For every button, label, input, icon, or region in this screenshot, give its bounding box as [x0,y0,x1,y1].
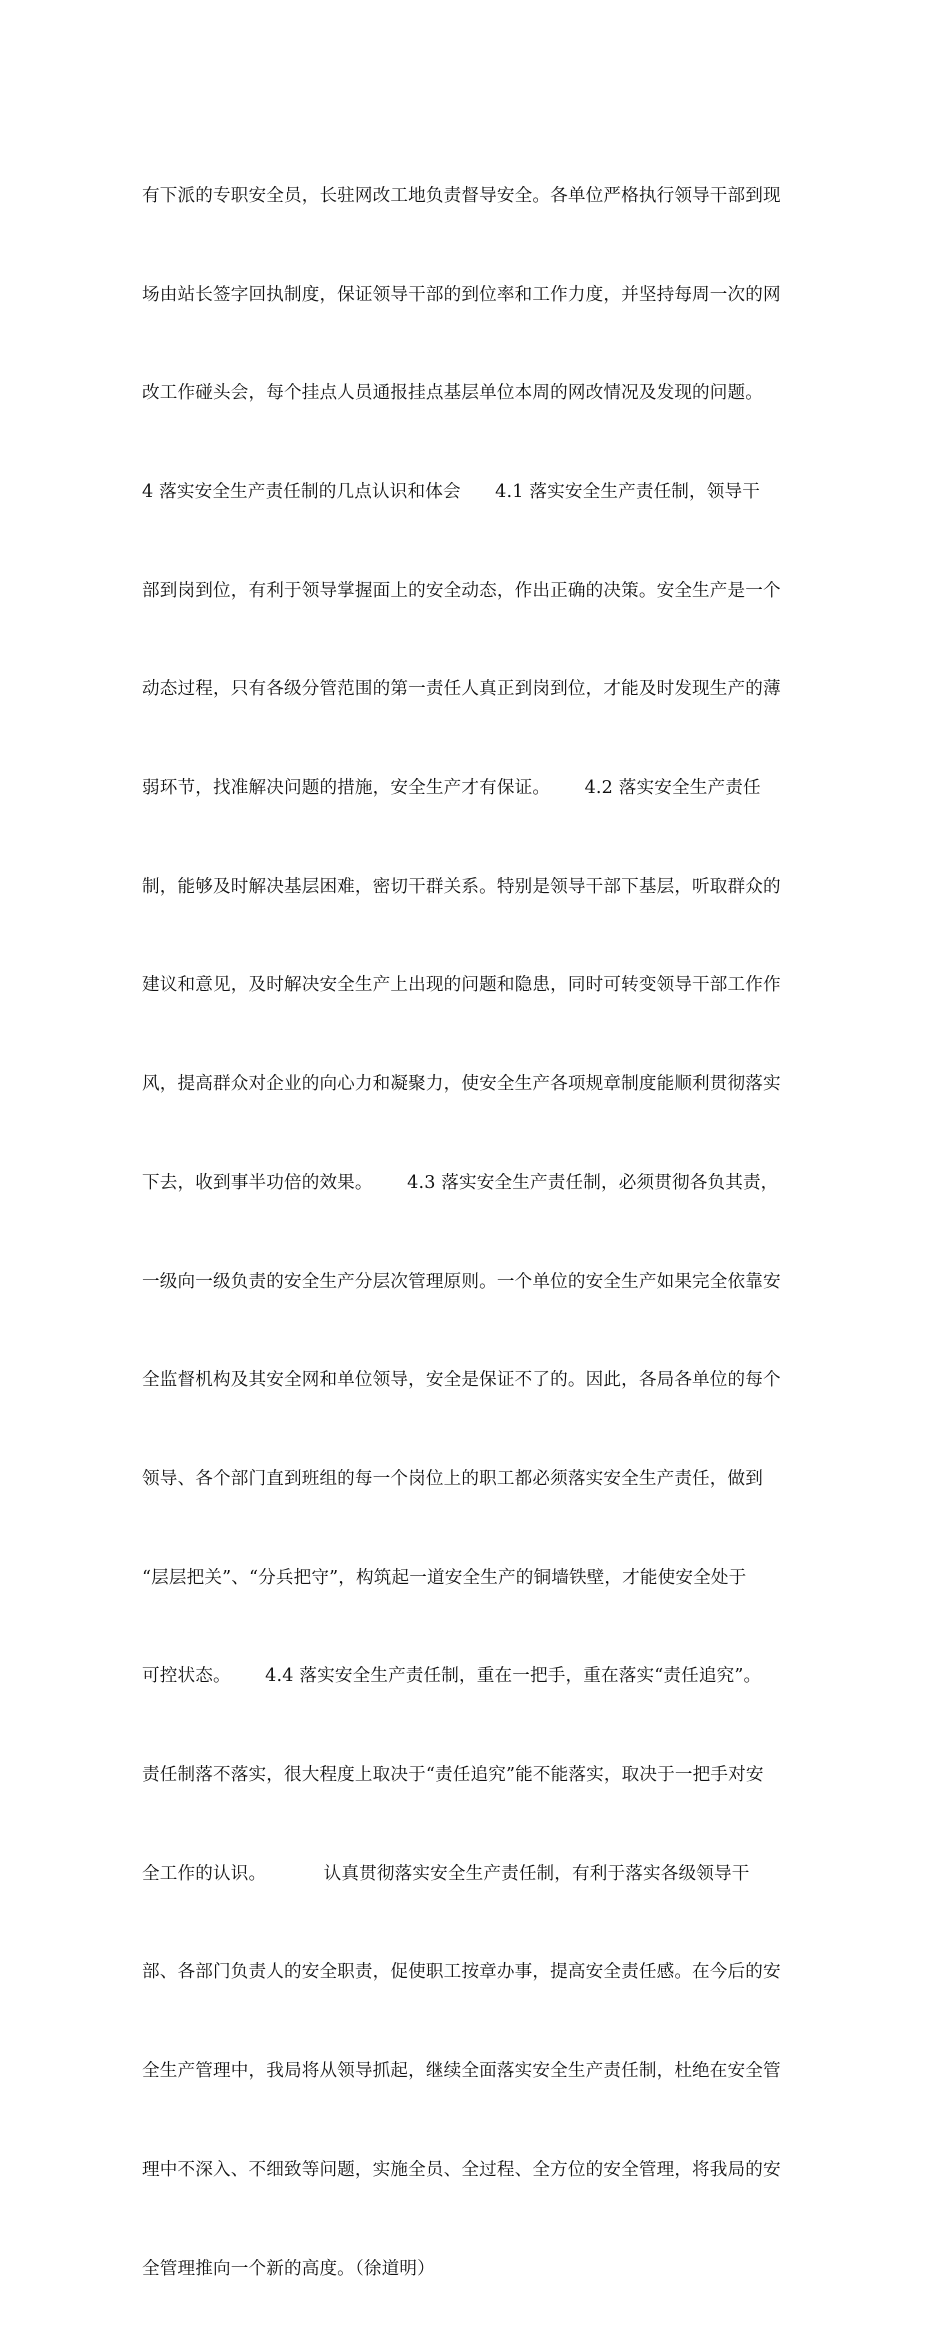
text-line: 下去，收到事半功倍的效果。 4.3 落实安全生产责任制，必须贯彻各负其责， [142,1172,779,1193]
text-line: 领导、各个部门直到班组的每一个岗位上的职工都必须落实安全生产责任，做到 [142,1468,764,1489]
text-line: 有下派的专职安全员，长驻网改工地负责督导安全。各单位严格执行领导干部到现 [142,185,781,206]
text-line: 弱环节，找准解决问题的措施，安全生产才有保证。 4.2 落实安全生产责任 [142,778,761,799]
text-line: 全生产管理中，我局将从领导抓起，继续全面落实安全生产责任制，杜绝在安全管 [142,2061,781,2082]
text-line: 4 落实安全生产责任制的几点认识和体会 4.1 落实安全生产责任制，领导干 [142,481,761,502]
text-line: 全工作的认识。 认真贯彻落实安全生产责任制，有利于落实各级领导干 [142,1863,750,1884]
text-line: 风，提高群众对企业的向心力和凝聚力，使安全生产各项规章制度能顺利贯彻落实 [142,1074,781,1095]
text-line: 改工作碰头会，每个挂点人员通报挂点基层单位本周的网改情况及发现的问题。 [142,383,764,404]
text-line: 场由站长签字回执制度，保证领导干部的到位率和工作力度，并坚持每周一次的网 [142,284,781,305]
text-line: 全监督机构及其安全网和单位领导，安全是保证不了的。因此，各局各单位的每个 [142,1370,781,1391]
text-line: 一级向一级负责的安全生产分层次管理原则。一个单位的安全生产如果完全依靠安 [142,1271,781,1292]
text-line: 全管理推向一个新的高度。（徐道明） [142,2258,435,2279]
text-line: “层层把关”、“分兵把守”，构筑起一道安全生产的铜墙铁壁，才能使安全处于 [142,1567,747,1588]
text-line: 动态过程，只有各级分管范围的第一责任人真正到岗到位，才能及时发现生产的薄 [142,679,781,700]
text-line: 部到岗到位，有利于领导掌握面上的安全动态，作出正确的决策。安全生产是一个 [142,580,781,601]
text-line: 部、各部门负责人的安全职责，促使职工按章办事，提高安全责任感。在今后的安 [142,1962,781,1983]
body-text [142,114,832,2351]
text-line: 责任制落不落实，很大程度上取决于“责任追究”能不能落实，取决于一把手对安 [142,1765,764,1786]
text-line: 建议和意见，及时解决安全生产上出现的问题和隐患，同时可转变领导干部工作作 [142,975,781,996]
text-line: 可控状态。 4.4 落实安全生产责任制，重在一把手，重在落实“责任追究”。 [142,1666,762,1687]
text-line: 理中不深入、不细致等问题，实施全员、全过程、全方位的安全管理，将我局的安 [142,2159,781,2180]
text-line: 制，能够及时解决基层困难，密切干群关系。特别是领导干部下基层，听取群众的 [142,876,781,897]
